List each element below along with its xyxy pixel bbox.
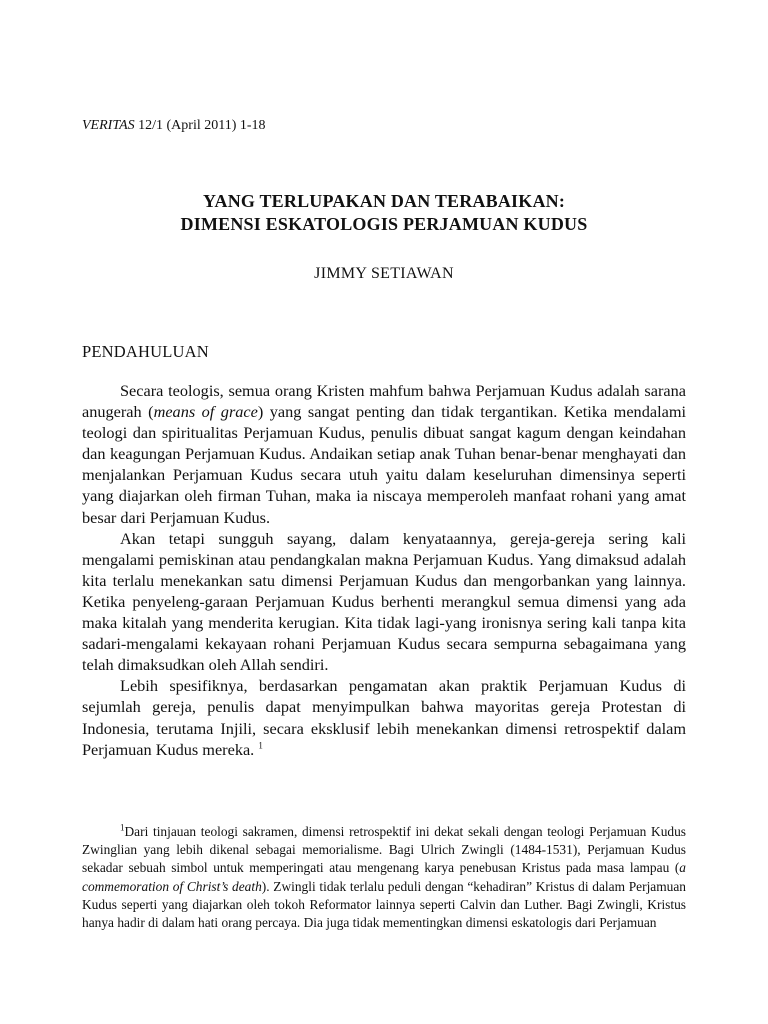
means-of-grace-term: means of grace <box>153 402 258 422</box>
footnote-text-b: ). Zwingli tidak terlalu peduli dengan “kehadiran” Kristus di dalam Perjamuan Kudus seperti yang diajarkan oleh tokoh Reformator lainnya seperti Calvin dan Luther. Bagi Zwingli, Kristus hanya hadir di dalam hati orang percaya. Dia juga tidak mementingkan dimensi eskatologis dari Perjamuan <box>82 878 686 931</box>
section-heading: PENDAHULUAN <box>82 342 209 361</box>
paragraph-1-part-b: ) yang sangat penting dan tidak tergantikan. Ketika mendalami teologi dan spiritualitas Perjamuan Kudus, penulis dibuat sangat kagum dengan keindahan dan keagungan Perjamuan Kudus. Andaikan setiap anak Tuhan benar-benar menghayati dan menjalankan Perjamuan Kudus secara utuh yaitu dalam keseluruhan dimensinya seperti yang diajarkan oleh firman Tuhan, maka ia niscaya memperoleh manfaat rohani yang amat besar dari Perjamuan Kudus. <box>82 402 687 527</box>
title-line-1: YANG TERLUPAKAN DAN TERABAIKAN: <box>202 191 566 211</box>
footnote-1 <box>82 823 686 932</box>
journal-name: VERITAS <box>82 118 135 133</box>
paragraph-1-part-a: Secara teologis, semua orang Kristen mahfum bahwa Perjamuan Kudus adalah sarana anugerah ( <box>82 381 686 422</box>
footnote-marker: 1 <box>120 822 125 833</box>
paragraph-2: Akan tetapi sungguh sayang, dalam kenyataannya, gereja-gereja sering kali mengalami pemiskinan atau pendangkalan makna Perjamuan Kudus. Yang dimaksud adalah kita terlalu menekankan satu dimensi Perjamuan Kudus dan mengorbankan yang lainnya. Ketika penyeleng-garaan Perjamuan Kudus berhenti merangkul semua dimensi yang ada maka kitalah yang menderita kerugian. Kita tidak lagi-yang ironisnya sering kali tanpa kita sadari-mengalami kekayaan rohani Perjamuan Kudus secara sempurna sebagaimana yang telah dimaksudkan oleh Allah sendiri. <box>82 528 686 675</box>
article-title <box>82 190 686 236</box>
paragraph-3 <box>82 675 686 759</box>
issue-citation: 12/1 (April 2011) 1-18 <box>134 118 266 133</box>
footnote-text-a: Dari tinjauan teologi sakramen, dimensi retrospektif ini dekat sekali dengan teologi Perjamuan Kudus Zwinglian yang lebih dikenal sebagai memorialisme. Bagi Ulrich Zwingli (1484-1531), Perjamuan Kudus sekadar sebuah simbol untuk memperingati atau mengenang karya penebusan Kristus pada masa lampau ( <box>82 824 686 876</box>
body-text <box>82 380 686 760</box>
author-name: JIMMY SETIAWAN <box>314 265 454 282</box>
paragraph-1 <box>82 380 686 528</box>
footnote-reference: 1 <box>258 740 263 751</box>
footnote-italic-phrase: a commemoration of Christ’s death <box>82 860 686 894</box>
paragraph-3-text: Lebih spesifiknya, berdasarkan pengamatan akan praktik Perjamuan Kudus di sejumlah gereja, penulis dapat menyimpulkan bahwa mayoritas gereja Protestan di Indonesia, terutama Injili, secara eksklusif lebih menekankan dimensi retrospektif dalam Perjamuan Kudus mereka. <box>82 676 686 759</box>
footnote <box>82 823 686 932</box>
running-head <box>82 117 266 135</box>
title-line-2: DIMENSI ESKATOLOGIS PERJAMUAN KUDUS <box>180 214 588 234</box>
